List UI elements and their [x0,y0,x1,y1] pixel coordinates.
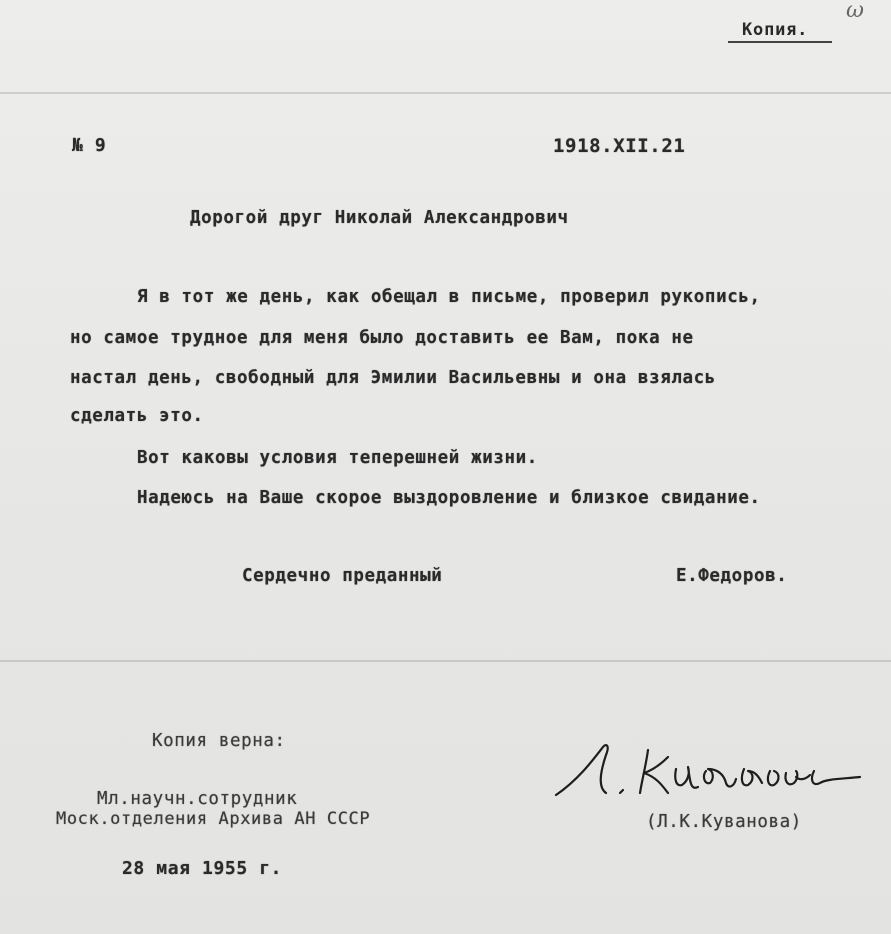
certification-statement: Копия верна: [152,731,286,751]
body-line-4: сделать это. [70,406,204,426]
corner-mark: ω [846,0,864,23]
fold-line-bottom [0,660,891,662]
signer-position-line1: Мл.научн.сотрудник [97,789,298,809]
letter-number: № 9 [72,135,107,156]
salutation: Дорогой друг Николай Александрович [190,208,569,228]
copy-mark: Копия. [742,20,809,40]
body-line-6: Надеюсь на Ваше скорое выздоровление и близкое свидание. [137,488,761,508]
copy-mark-underline [728,41,832,43]
letter-date: 1918.XII.21 [553,135,686,157]
signer-name: (Л.К.Куванова) [646,812,802,832]
body-line-3: настал день, свободный для Эмилии Васильевны и она взялась [70,368,716,388]
certification-date: 28 мая 1955 г. [122,858,283,879]
author-name: Е.Федоров. [676,566,788,586]
fold-line-top [0,92,891,94]
handwritten-signature [548,735,868,805]
body-line-5: Вот каковы условия теперешней жизни. [137,448,538,468]
signer-position-line2: Моск.отделения Архива АН СССР [56,809,371,829]
body-line-1: Я в тот же день, как обещал в письме, проверил рукопись, [137,287,761,307]
body-line-2: но самое трудное для меня было доставить ее Вам, пока не [70,328,694,348]
closing: Сердечно преданный [242,566,443,586]
